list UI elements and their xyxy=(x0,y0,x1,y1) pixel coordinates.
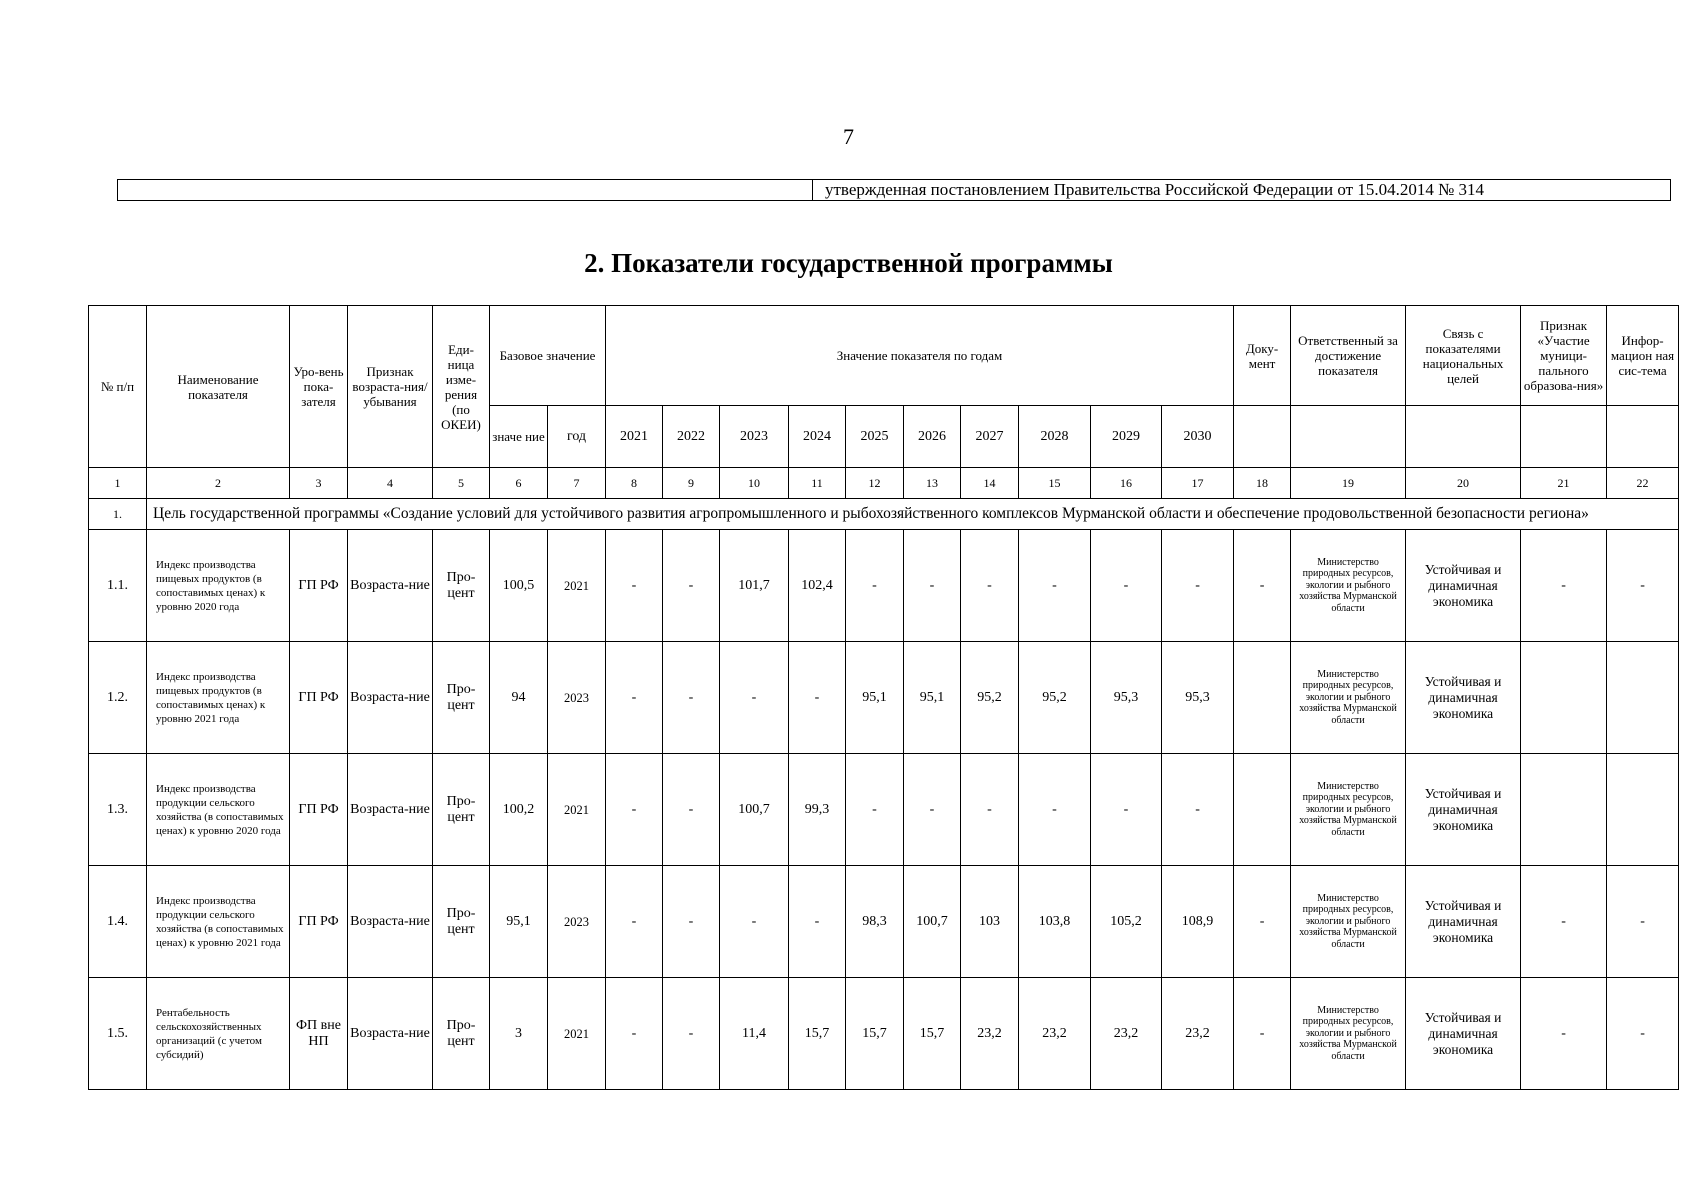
row-year-value: 15,7 xyxy=(846,978,904,1090)
row-year-value: - xyxy=(606,530,663,642)
row-year-value: 99,3 xyxy=(789,754,846,866)
header-empty-cell xyxy=(1607,406,1679,468)
indicators-table xyxy=(88,305,1679,1090)
header-year: 2024 xyxy=(789,406,846,468)
column-number: 15 xyxy=(1019,468,1091,499)
row-national-goals: Устойчивая и динамичная экономика xyxy=(1406,754,1521,866)
header-year: 2025 xyxy=(846,406,904,468)
row-year-value: - xyxy=(1162,530,1234,642)
row-year-value: - xyxy=(904,530,961,642)
column-number: 16 xyxy=(1091,468,1162,499)
row-year-value: - xyxy=(663,754,720,866)
header-num: № п/п xyxy=(89,306,147,468)
row-year-value: - xyxy=(904,754,961,866)
header-responsible: Ответственный за достижение показателя xyxy=(1291,306,1406,406)
header-year: 2026 xyxy=(904,406,961,468)
header-base-year: год xyxy=(548,406,606,468)
row-year-value: 105,2 xyxy=(1091,866,1162,978)
column-number: 8 xyxy=(606,468,663,499)
row-municipal xyxy=(1521,642,1607,754)
header-national-goals: Связь с показателями национальных целей xyxy=(1406,306,1521,406)
row-document: - xyxy=(1234,530,1291,642)
row-year-value: 23,2 xyxy=(961,978,1019,1090)
row-year-value: 23,2 xyxy=(1162,978,1234,1090)
row-trend: Возраста-ние xyxy=(348,530,433,642)
row-national-goals: Устойчивая и динамичная экономика xyxy=(1406,978,1521,1090)
column-number: 12 xyxy=(846,468,904,499)
row-year-value: 23,2 xyxy=(1019,978,1091,1090)
row-base-year: 2021 xyxy=(548,978,606,1090)
header-info-system: Инфор-мацион ная сис-тема xyxy=(1607,306,1679,406)
row-indicator-name: Индекс производства пищевых продуктов (в сопоставимых ценах) к уровню 2020 года xyxy=(147,530,290,642)
row-year-value: - xyxy=(1091,754,1162,866)
row-responsible: Министерство природных ресурсов, экологии и рыбного хозяйства Мурманской области xyxy=(1291,978,1406,1090)
approval-box xyxy=(117,179,1671,201)
row-unit: Про-цент xyxy=(433,642,490,754)
row-document xyxy=(1234,642,1291,754)
header-empty-cell xyxy=(1291,406,1406,468)
page-title: 2. Показатели государственной программы xyxy=(584,248,1113,278)
row-year-value: - xyxy=(1019,530,1091,642)
column-number: 6 xyxy=(490,468,548,499)
row-year-value: 95,2 xyxy=(1019,642,1091,754)
row-base-year: 2021 xyxy=(548,754,606,866)
row-year-value: 100,7 xyxy=(904,866,961,978)
column-number: 3 xyxy=(290,468,348,499)
column-number: 9 xyxy=(663,468,720,499)
row-level: ГП РФ xyxy=(290,530,348,642)
goal-text: Цель государственной программы «Создание условий для устойчивого развития агропромышленного и рыбохозяйственного комплексов Мурманской области и обеспечение продовольственной безопасности региона» xyxy=(147,499,1679,530)
header-empty-cell xyxy=(1521,406,1607,468)
row-year-value: - xyxy=(846,530,904,642)
row-responsible: Министерство природных ресурсов, экологии и рыбного хозяйства Мурманской области xyxy=(1291,642,1406,754)
row-year-value: - xyxy=(663,866,720,978)
row-year-value: - xyxy=(1019,754,1091,866)
row-year-value: 15,7 xyxy=(904,978,961,1090)
header-trend: Признак возраста-ния/ убывания xyxy=(348,306,433,468)
row-level: ГП РФ xyxy=(290,866,348,978)
column-number: 19 xyxy=(1291,468,1406,499)
row-year-value: - xyxy=(663,978,720,1090)
row-num: 1.2. xyxy=(89,642,147,754)
row-base-value: 100,5 xyxy=(490,530,548,642)
row-year-value: 15,7 xyxy=(789,978,846,1090)
row-indicator-name: Индекс производства продукции сельского хозяйства (в сопоставимых ценах) к уровню 2020 года xyxy=(147,754,290,866)
row-municipal xyxy=(1521,754,1607,866)
row-national-goals: Устойчивая и динамичная экономика xyxy=(1406,642,1521,754)
column-number: 11 xyxy=(789,468,846,499)
row-responsible: Министерство природных ресурсов, экологии и рыбного хозяйства Мурманской области xyxy=(1291,530,1406,642)
table-row xyxy=(89,642,1679,754)
row-year-value: 100,7 xyxy=(720,754,789,866)
row-num: 1.4. xyxy=(89,866,147,978)
goal-num: 1. xyxy=(89,499,147,530)
row-unit: Про-цент xyxy=(433,978,490,1090)
header-base-value: значе ние xyxy=(490,406,548,468)
table-row xyxy=(89,866,1679,978)
row-num: 1.5. xyxy=(89,978,147,1090)
column-number: 4 xyxy=(348,468,433,499)
row-year-value: 108,9 xyxy=(1162,866,1234,978)
row-document xyxy=(1234,754,1291,866)
column-number: 1 xyxy=(89,468,147,499)
column-number: 21 xyxy=(1521,468,1607,499)
header-name: Наименование показателя xyxy=(147,306,290,468)
row-base-value: 100,2 xyxy=(490,754,548,866)
row-municipal: - xyxy=(1521,978,1607,1090)
row-base-value: 3 xyxy=(490,978,548,1090)
row-trend: Возраста-ние xyxy=(348,866,433,978)
row-level: ФП вне НП xyxy=(290,978,348,1090)
column-number: 18 xyxy=(1234,468,1291,499)
header-by-years: Значение показателя по годам xyxy=(606,306,1234,406)
header-year: 2027 xyxy=(961,406,1019,468)
header-unit: Еди-ница изме-рения (по ОКЕИ) xyxy=(433,306,490,468)
row-num: 1.3. xyxy=(89,754,147,866)
row-year-value: - xyxy=(606,754,663,866)
approval-box-left-cell xyxy=(118,180,813,200)
column-number: 2 xyxy=(147,468,290,499)
column-number: 7 xyxy=(548,468,606,499)
row-info-system xyxy=(1607,754,1679,866)
row-year-value: 95,3 xyxy=(1091,642,1162,754)
header-year: 2021 xyxy=(606,406,663,468)
row-year-value: - xyxy=(720,866,789,978)
row-national-goals: Устойчивая и динамичная экономика xyxy=(1406,530,1521,642)
column-number: 17 xyxy=(1162,468,1234,499)
column-number: 5 xyxy=(433,468,490,499)
row-year-value: - xyxy=(606,642,663,754)
row-base-year: 2023 xyxy=(548,866,606,978)
row-unit: Про-цент xyxy=(433,866,490,978)
row-trend: Возраста-ние xyxy=(348,978,433,1090)
row-year-value: 103 xyxy=(961,866,1019,978)
row-year-value: - xyxy=(720,642,789,754)
row-year-value: - xyxy=(961,530,1019,642)
row-year-value: - xyxy=(1091,530,1162,642)
row-base-value: 95,1 xyxy=(490,866,548,978)
row-year-value: 95,2 xyxy=(961,642,1019,754)
row-responsible: Министерство природных ресурсов, экологии и рыбного хозяйства Мурманской области xyxy=(1291,754,1406,866)
header-municipal: Признак «Участие муници-пального образова-ния» xyxy=(1521,306,1607,406)
row-year-value: - xyxy=(846,754,904,866)
row-year-value: 102,4 xyxy=(789,530,846,642)
header-empty-cell xyxy=(1406,406,1521,468)
row-base-year: 2021 xyxy=(548,530,606,642)
row-num: 1.1. xyxy=(89,530,147,642)
column-number: 14 xyxy=(961,468,1019,499)
row-indicator-name: Индекс производства пищевых продуктов (в сопоставимых ценах) к уровню 2021 года xyxy=(147,642,290,754)
row-year-value: 95,1 xyxy=(846,642,904,754)
row-year-value: - xyxy=(1162,754,1234,866)
row-year-value: 95,1 xyxy=(904,642,961,754)
row-indicator-name: Рентабельность сельскохозяйственных организаций (с учетом субсидий) xyxy=(147,978,290,1090)
header-base: Базовое значение xyxy=(490,306,606,406)
row-year-value: 95,3 xyxy=(1162,642,1234,754)
row-national-goals: Устойчивая и динамичная экономика xyxy=(1406,866,1521,978)
header-empty-cell xyxy=(1234,406,1291,468)
row-year-value: 23,2 xyxy=(1091,978,1162,1090)
row-info-system: - xyxy=(1607,978,1679,1090)
table-row xyxy=(89,530,1679,642)
header-year: 2022 xyxy=(663,406,720,468)
row-year-value: 101,7 xyxy=(720,530,789,642)
goal-row xyxy=(89,499,1679,530)
row-year-value: - xyxy=(789,866,846,978)
header-document: Доку-мент xyxy=(1234,306,1291,406)
row-year-value: 98,3 xyxy=(846,866,904,978)
row-year-value: 103,8 xyxy=(1019,866,1091,978)
column-number: 20 xyxy=(1406,468,1521,499)
row-year-value: - xyxy=(663,530,720,642)
row-municipal: - xyxy=(1521,866,1607,978)
row-year-value: 11,4 xyxy=(720,978,789,1090)
row-info-system xyxy=(1607,642,1679,754)
row-trend: Возраста-ние xyxy=(348,642,433,754)
row-year-value: - xyxy=(789,642,846,754)
column-number: 10 xyxy=(720,468,789,499)
row-responsible: Министерство природных ресурсов, экологии и рыбного хозяйства Мурманской области xyxy=(1291,866,1406,978)
header-year: 2023 xyxy=(720,406,789,468)
approval-text: утвержденная постановлением Правительства Российской Федерации от 15.04.2014 № 314 xyxy=(825,180,1485,199)
column-numbers-row xyxy=(89,468,1679,499)
row-base-year: 2023 xyxy=(548,642,606,754)
row-document: - xyxy=(1234,978,1291,1090)
page-number: 7 xyxy=(843,124,854,149)
row-municipal: - xyxy=(1521,530,1607,642)
row-year-value: - xyxy=(606,866,663,978)
row-unit: Про-цент xyxy=(433,530,490,642)
row-info-system: - xyxy=(1607,866,1679,978)
column-number: 22 xyxy=(1607,468,1679,499)
row-level: ГП РФ xyxy=(290,754,348,866)
row-document: - xyxy=(1234,866,1291,978)
header-year: 2030 xyxy=(1162,406,1234,468)
header-level: Уро-вень пока-зателя xyxy=(290,306,348,468)
header-year: 2029 xyxy=(1091,406,1162,468)
row-info-system: - xyxy=(1607,530,1679,642)
row-year-value: - xyxy=(663,642,720,754)
row-level: ГП РФ xyxy=(290,642,348,754)
row-trend: Возраста-ние xyxy=(348,754,433,866)
table-row xyxy=(89,754,1679,866)
row-year-value: - xyxy=(606,978,663,1090)
row-unit: Про-цент xyxy=(433,754,490,866)
header-year: 2028 xyxy=(1019,406,1091,468)
column-number: 13 xyxy=(904,468,961,499)
table-row xyxy=(89,978,1679,1090)
row-year-value: - xyxy=(961,754,1019,866)
row-indicator-name: Индекс производства продукции сельского хозяйства (в сопоставимых ценах) к уровню 2021 года xyxy=(147,866,290,978)
row-base-value: 94 xyxy=(490,642,548,754)
